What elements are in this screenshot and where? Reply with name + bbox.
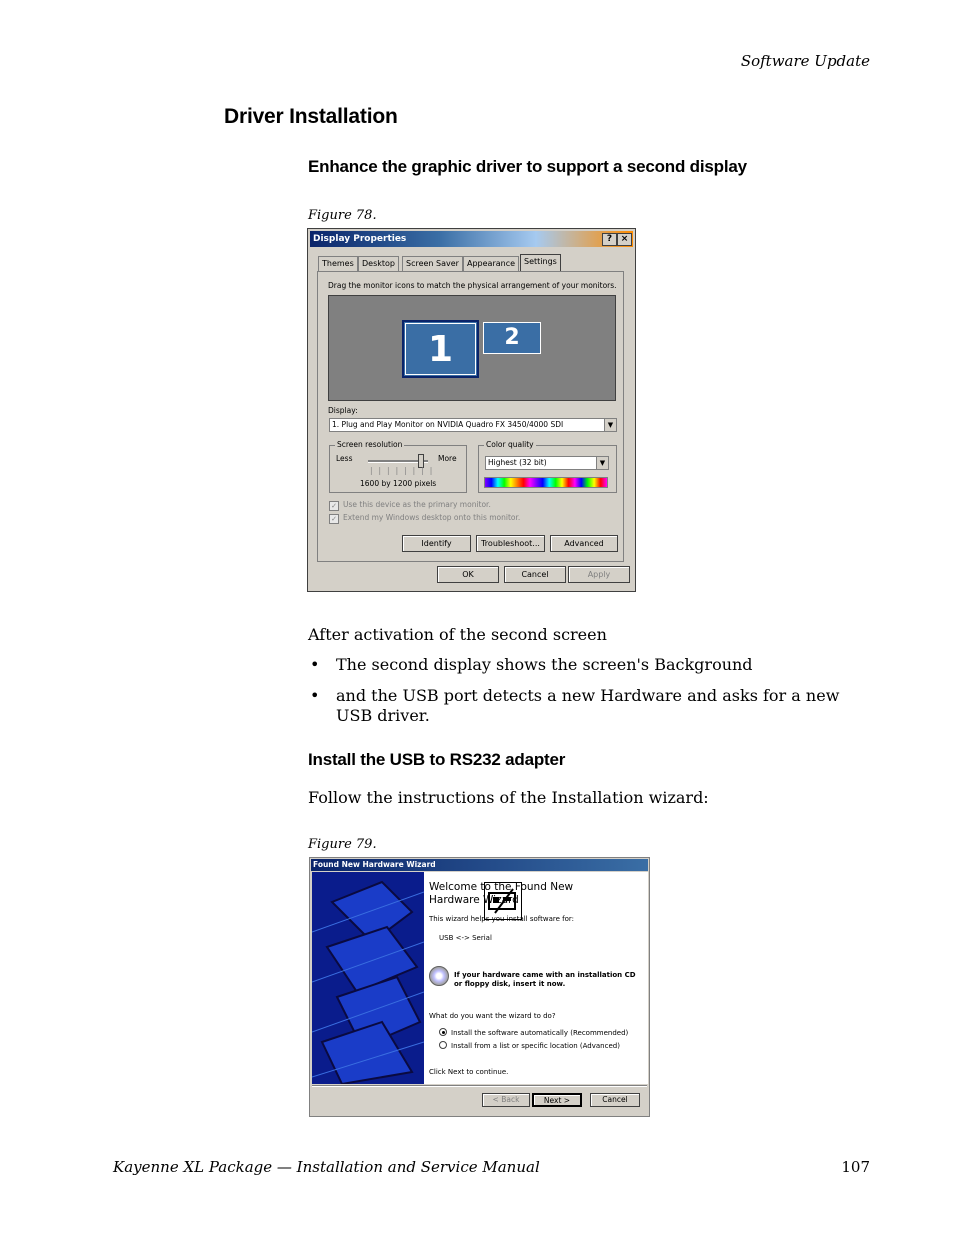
primary-monitor-checkbox[interactable]: ✓ <box>329 501 339 511</box>
wizard-heading-line2: Hardware Wizard <box>429 894 519 906</box>
hardware-graphic-icon <box>312 872 424 1084</box>
less-label: Less <box>336 454 353 463</box>
display-select-value: 1. Plug and Play Monitor on NVIDIA Quadro FX 3450/4000 SDI <box>332 420 564 429</box>
tab-desktop[interactable]: Desktop <box>358 256 399 271</box>
monitor-instruction: Drag the monitor icons to match the physical arrangement of your monitors. <box>328 281 617 290</box>
cd-icon <box>429 966 449 986</box>
apply-button[interactable]: Apply <box>568 566 630 583</box>
ok-button[interactable]: OK <box>437 566 499 583</box>
cd-note-line2: or floppy disk, insert it now. <box>454 980 566 988</box>
color-quality-select[interactable] <box>485 456 609 470</box>
back-button[interactable]: < Back <box>482 1093 530 1107</box>
figure-78-caption: Figure 78. <box>308 208 377 223</box>
tab-screen-saver[interactable]: Screen Saver <box>402 256 463 271</box>
display-properties-dialog <box>307 228 636 592</box>
chevron-down-icon[interactable]: ▼ <box>604 419 616 431</box>
resolution-value: 1600 by 1200 pixels <box>360 479 437 488</box>
identify-button[interactable]: Identify <box>402 535 471 552</box>
dialog-title: Display Properties <box>313 234 407 244</box>
option-automatic-label: Install the software automatically (Recommended) <box>451 1029 629 1037</box>
chevron-down-icon[interactable]: ▼ <box>596 457 608 469</box>
advanced-button[interactable]: Advanced <box>550 535 618 552</box>
device-name: USB <-> Serial <box>439 934 492 942</box>
wizard-intro: This wizard helps you install software for: <box>429 915 575 923</box>
option-automatic-radio[interactable] <box>439 1028 447 1036</box>
wizard-cancel-button[interactable]: Cancel <box>590 1093 640 1107</box>
subsection-title-graphic-driver: Enhance the graphic driver to support a second display <box>308 157 747 176</box>
cd-note-line1: If your hardware came with an installation CD <box>454 971 636 979</box>
extend-desktop-checkbox[interactable]: ✓ <box>329 514 339 524</box>
wizard-instruction: Follow the instructions of the Installation wizard: <box>308 788 709 807</box>
display-label: Display: <box>328 406 358 415</box>
close-icon[interactable]: × <box>617 233 632 246</box>
monitor-arrangement-area <box>328 295 616 401</box>
color-spectrum-bar <box>484 477 608 488</box>
wizard-side-graphic <box>312 872 424 1084</box>
wizard-title: Found New Hardware Wizard <box>311 859 648 871</box>
tab-settings[interactable]: Settings <box>520 254 561 272</box>
dialog-titlebar <box>310 231 633 247</box>
primary-monitor-label: Use this device as the primary monitor. <box>343 500 491 509</box>
subsection-title-usb-adapter: Install the USB to RS232 adapter <box>308 750 566 769</box>
wizard-continue: Click Next to continue. <box>429 1068 509 1076</box>
found-new-hardware-wizard <box>309 857 650 1117</box>
figure-79-caption: Figure 79. <box>308 837 377 852</box>
color-quality-value: Highest (32 bit) <box>488 458 547 467</box>
bullet-icon: • <box>310 655 320 674</box>
page-number: 107 <box>841 1158 870 1176</box>
tab-themes[interactable]: Themes <box>318 256 358 271</box>
footer-manual-title: Kayenne XL Package — Installation and Service Manual <box>113 1158 540 1176</box>
troubleshoot-button[interactable]: Troubleshoot... <box>476 535 545 552</box>
option-advanced-radio[interactable] <box>439 1041 447 1049</box>
screen-resolution-group <box>329 440 467 493</box>
tab-appearance[interactable]: Appearance <box>463 256 519 271</box>
option-advanced-label: Install from a list or specific location (Advanced) <box>451 1042 620 1050</box>
screen-resolution-label: Screen resolution <box>337 440 403 449</box>
next-button[interactable]: Next > <box>532 1093 582 1107</box>
running-header: Software Update <box>740 52 870 70</box>
wizard-question: What do you want the wizard to do? <box>429 1012 556 1020</box>
display-select[interactable] <box>329 418 617 432</box>
bullet-icon: • <box>310 686 320 705</box>
monitor-1-icon[interactable]: 1 <box>402 320 479 378</box>
extend-desktop-label: Extend my Windows desktop onto this monitor. <box>343 513 521 522</box>
after-activation-text: After activation of the second screen <box>308 625 607 644</box>
cancel-button[interactable]: Cancel <box>504 566 566 583</box>
bullet-text: The second display shows the screen's Background <box>336 655 753 674</box>
more-label: More <box>438 454 457 463</box>
section-title: Driver Installation <box>224 105 398 128</box>
monitor-2-icon[interactable]: 2 <box>483 322 541 354</box>
wizard-divider <box>312 1085 647 1087</box>
wizard-heading-line1: Welcome to the Found New <box>429 881 574 893</box>
color-quality-label: Color quality <box>486 440 534 449</box>
help-button[interactable]: ? <box>602 233 617 246</box>
slider-ticks: |||||||| <box>370 466 439 475</box>
bullet-text: and the USB port detects a new Hardware and asks for a new USB driver. <box>336 686 840 725</box>
